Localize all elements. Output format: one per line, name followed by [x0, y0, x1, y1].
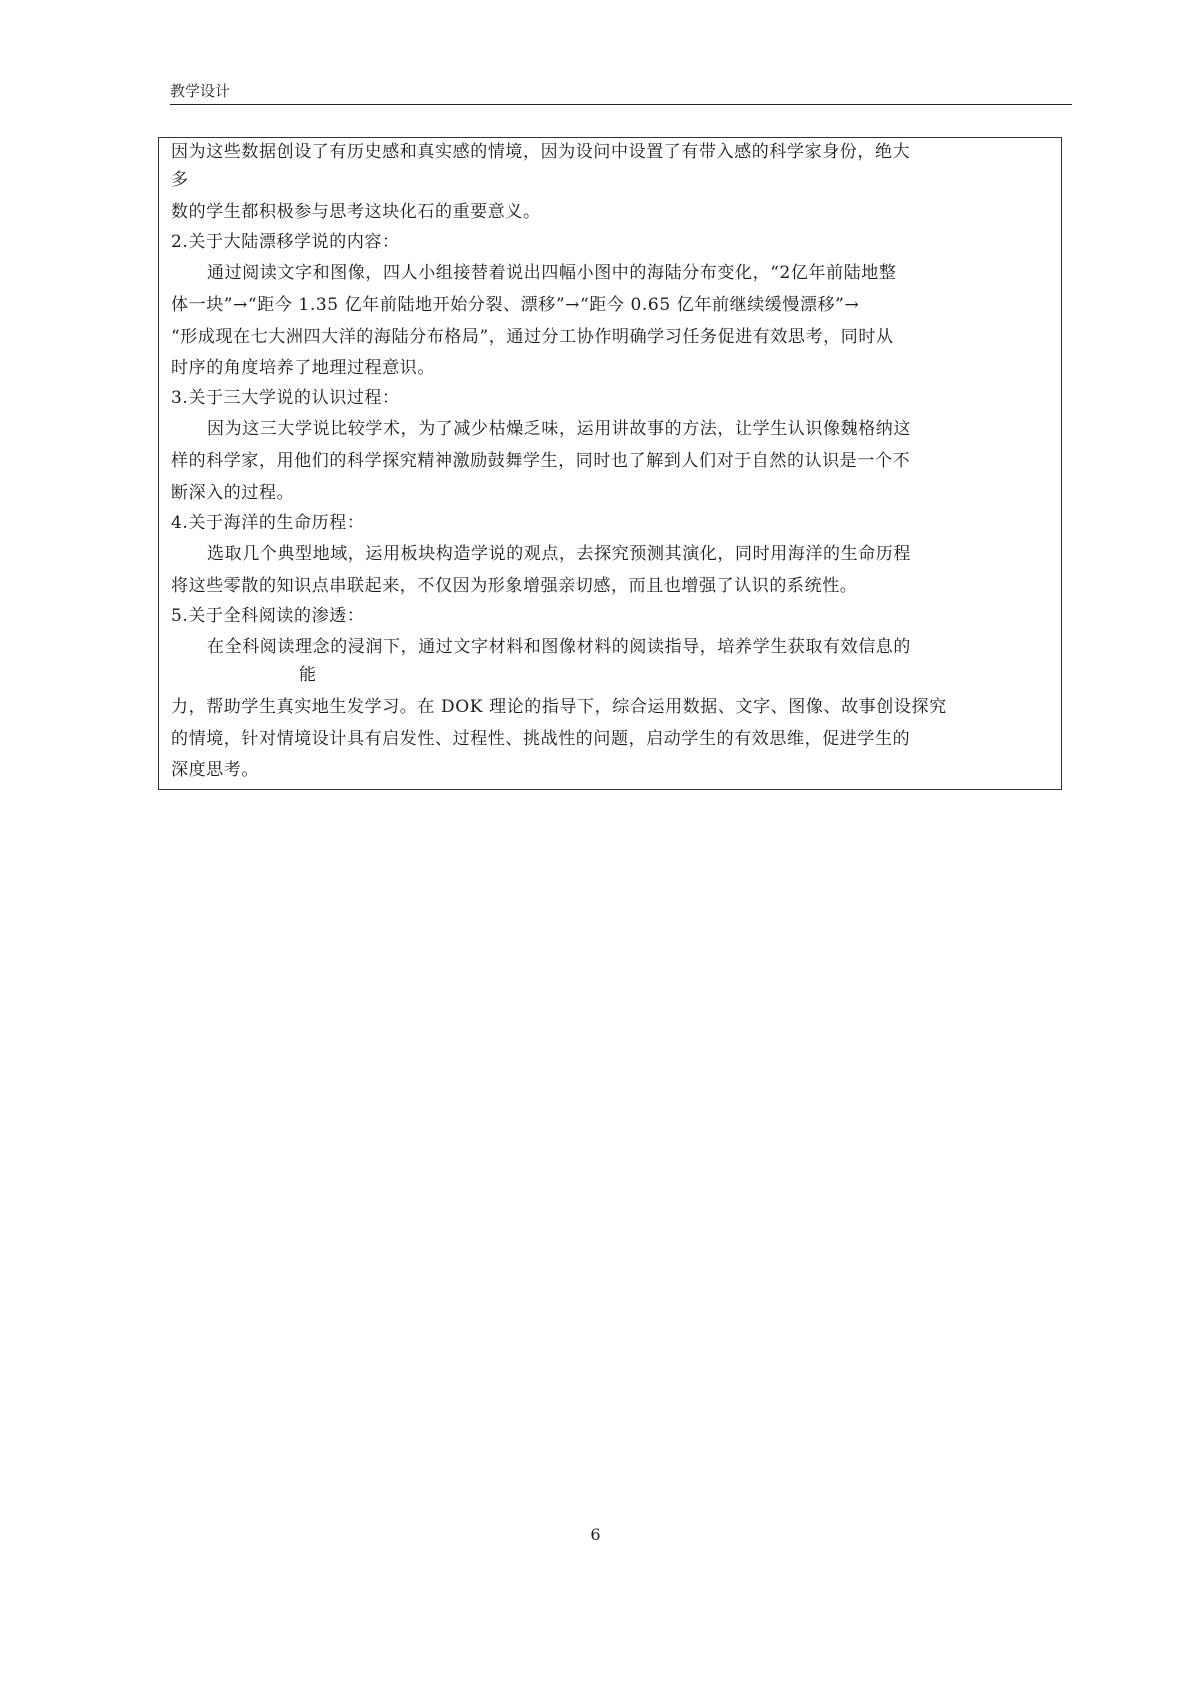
text-line: 的情境，针对情境设计具有启发性、过程性、挑战性的问题，启动学生的有效思维，促进学生的	[171, 729, 911, 749]
section-heading: 4.关于海洋的生命历程：	[171, 513, 365, 533]
content-table-cell	[158, 137, 1062, 790]
text-line: 因为这三大学说比较学术，为了减少枯燥乏味，运用讲故事的方法，让学生认识像魏格纳这	[207, 419, 911, 439]
text-line: 通过阅读文字和图像，四人小组接替着说出四幅小图中的海陆分布变化，“2亿年前陆地整	[207, 263, 897, 283]
section-heading: 3.关于三大学说的认识过程：	[171, 388, 400, 408]
text-line: 因为这些数据创设了有历史感和真实感的情境，因为设问中设置了有带入感的科学家身份，绝大	[171, 142, 911, 162]
text-line: 数的学生都积极参与思考这块化石的重要意义。	[171, 202, 541, 222]
text-line: 能	[299, 665, 317, 685]
header-title: 教学设计	[170, 82, 231, 100]
text-line: 深度思考。	[171, 760, 259, 780]
section-heading: 5.关于全科阅读的渗透：	[171, 606, 365, 626]
text-line: 将这些零散的知识点串联起来，不仅因为形象增强亲切感，而且也增强了认识的系统性。	[171, 576, 858, 596]
text-line: 样的科学家，用他们的科学探究精神激励鼓舞学生，同时也了解到人们对于自然的认识是一个不	[171, 451, 911, 471]
text-line: 断深入的过程。	[171, 483, 295, 503]
text-line: 多	[171, 170, 189, 190]
text-line: 体一块”→“距今 1.35 亿年前陆地开始分裂、漂移”→“距今 0.65 亿年前继续缓慢漂移”→	[171, 295, 860, 315]
text-line: 在全科阅读理念的浸润下，通过文字材料和图像材料的阅读指导，培养学生获取有效信息的	[207, 637, 911, 657]
text-line: 时序的角度培养了地理过程意识。	[171, 358, 435, 378]
page-number: 6	[590, 1525, 601, 1544]
text-line: “形成现在七大洲四大洋的海陆分布格局”，通过分工协作明确学习任务促进有效思考，同时从	[171, 327, 894, 347]
section-heading: 2.关于大陆漂移学说的内容：	[171, 232, 400, 252]
page-header	[170, 82, 1072, 105]
text-line: 选取几个典型地域，运用板块构造学说的观点，去探究预测其演化，同时用海洋的生命历程	[207, 544, 911, 564]
text-line: 力，帮助学生真实地生发学习。在 DOK 理论的指导下，综合运用数据、文字、图像、故事创设探究	[171, 697, 947, 717]
